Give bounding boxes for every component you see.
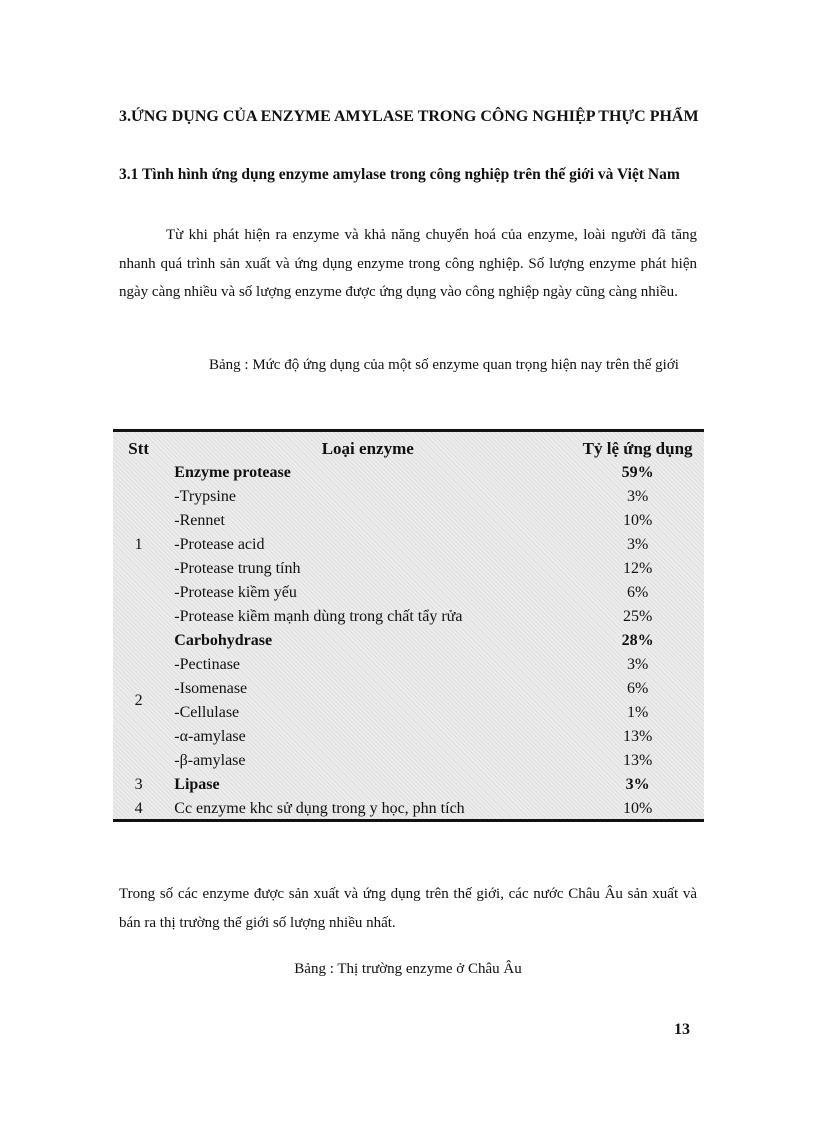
enzyme-rate: 25% [622, 608, 653, 625]
enzyme-rate: 13% [622, 752, 653, 769]
enzyme-rate: 6% [626, 584, 649, 601]
subsection-title: 3.1 Tình hình ứng dụng enzyme amylase trong công nghiệp trên thế giới và Việt Nam [119, 166, 680, 183]
table-row [113, 773, 704, 797]
table-row [113, 653, 704, 677]
header-enzyme-type: Loại enzyme [321, 439, 414, 458]
enzyme-name: -Protease kiềm yếu [174, 584, 297, 601]
enzyme-rate: 13% [622, 728, 653, 745]
enzyme-table-container [113, 429, 704, 822]
table-row [113, 701, 704, 725]
group-rate: 28% [621, 632, 654, 649]
table-header-row [113, 437, 704, 461]
table-row [113, 749, 704, 773]
enzyme-name: -Cellulase [174, 704, 240, 721]
enzyme-name: -Protease acid [174, 536, 265, 553]
section-title: 3.ỨNG DỤNG CỦA ENZYME AMYLASE TRONG CÔNG NGHIỆP THỰC PHẨM [119, 108, 699, 125]
enzyme-rate: 12% [622, 560, 653, 577]
enzyme-name: -Protease kiềm mạnh dùng trong chất tẩy rửa [174, 608, 463, 625]
table-row [113, 509, 704, 533]
enzyme-rate: 3% [626, 536, 649, 553]
table-row [113, 605, 704, 629]
closing-paragraph: Trong số các enzyme được sản xuất và ứng dụng trên thế giới, các nước Châu Âu sản xuất và bán ra thị trường thế giới số lượng nhiều nhất. [119, 886, 697, 931]
enzyme-name: -α-amylase [174, 728, 246, 745]
enzyme-rate: 10% [622, 512, 653, 529]
stt-cell: 4 [134, 800, 143, 817]
enzyme-name: -Isomenase [174, 680, 248, 697]
table-row [113, 797, 704, 821]
enzyme-name: -Rennet [174, 512, 225, 529]
table-row [113, 485, 704, 509]
intro-paragraph: Từ khi phát hiện ra enzyme và khả năng chuyển hoá của enzyme, loài người đã tăng nhanh quá trình sản xuất và ứng dụng enzyme trong công nghiệp. Số lượng enzyme phát hiện ngày càng nhiều và số lượng enzyme được ứng dụng vào công nghiệp ngày cũng càng nhiều. [119, 227, 697, 300]
page-number: 13 [674, 1021, 690, 1038]
group-rate: 3% [625, 776, 650, 793]
enzyme-name: -Protease trung tính [174, 560, 301, 577]
table-row [113, 725, 704, 749]
enzyme-rate: 6% [626, 680, 649, 697]
enzyme-name: -Trypsine [174, 488, 236, 505]
group-name: Enzyme protease [174, 464, 291, 481]
stt-cell: 3 [134, 776, 143, 793]
stt-cell: 1 [134, 536, 143, 553]
second-table-caption: Bảng : Thị trường enzyme ở Châu Âu [294, 961, 522, 977]
table-row [113, 629, 704, 653]
enzyme-rate: 3% [626, 488, 649, 505]
enzyme-rate: 1% [626, 704, 649, 721]
enzyme-name: -β-amylase [174, 752, 246, 769]
table-row [113, 461, 704, 485]
group-rate: 59% [621, 464, 654, 481]
header-stt: Stt [128, 439, 150, 458]
table-row [113, 581, 704, 605]
stt-cell: 2 [134, 692, 143, 709]
enzyme-rate: 3% [626, 656, 649, 673]
enzyme-name: -Pectinase [174, 656, 241, 673]
header-application-rate: Tỷ lệ ứng dụng [582, 439, 693, 458]
enzyme-name: Cc enzyme khc sử dụng trong y học, phn tích [174, 800, 465, 817]
enzyme-application-table [113, 437, 704, 821]
table-caption: Bảng : Mức độ ứng dụng của một số enzyme quan trọng hiện nay trên thế giới [209, 357, 679, 373]
table-row [113, 677, 704, 701]
table-row [113, 533, 704, 557]
group-name: Lipase [174, 776, 220, 793]
group-name: Carbohydrase [174, 632, 273, 649]
table-row [113, 557, 704, 581]
enzyme-rate: 10% [622, 800, 653, 817]
